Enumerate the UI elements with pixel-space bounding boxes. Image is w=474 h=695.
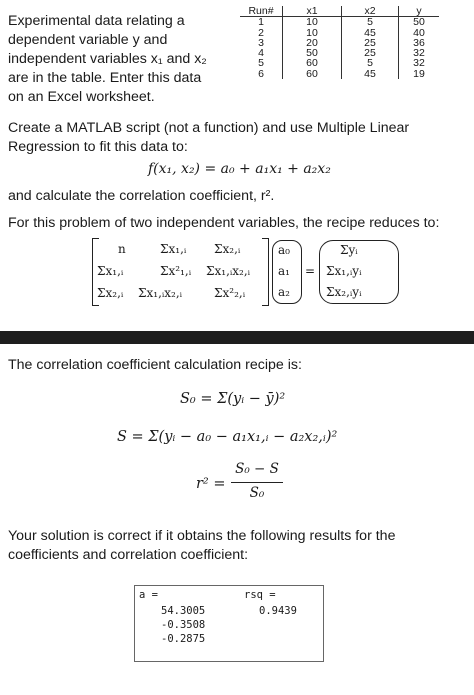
fraction-bar xyxy=(231,482,283,483)
intro-line-3: independent variables x₁ and x₂ xyxy=(8,51,207,67)
a-value-1: -0.3508 xyxy=(161,619,206,631)
solution-line-2: coefficients and correlation coefficient: xyxy=(8,547,249,563)
right-bracket xyxy=(262,238,269,306)
matrix-cell: Σx₁,ᵢx₂,ᵢ xyxy=(138,286,183,300)
a-value-2: -0.2875 xyxy=(161,633,206,645)
rsq-label: rsq = xyxy=(244,589,276,601)
table-cell: 45 xyxy=(342,28,399,38)
table-header: x2 xyxy=(342,6,399,17)
matrix-cell: Σx²₁,ᵢ xyxy=(160,264,192,278)
table-cell: 32 xyxy=(399,58,440,68)
intro-line-1: Experimental data relating a xyxy=(8,13,185,29)
matlab-output-box xyxy=(134,585,324,662)
r2-denominator: S₀ xyxy=(249,485,265,501)
table-header: y xyxy=(399,6,440,17)
section-divider xyxy=(0,331,474,344)
table-cell: 5 xyxy=(342,17,399,28)
table-cell: 50 xyxy=(283,48,342,58)
table-cell: 32 xyxy=(399,48,440,58)
table-cell: 20 xyxy=(283,38,342,48)
intro-line-4: are in the table. Enter this data xyxy=(8,70,202,86)
solution-text xyxy=(8,527,395,565)
task-line-3: and calculate the correlation coefficient, r². xyxy=(8,188,275,204)
table-header: x1 xyxy=(283,6,342,17)
intro-text xyxy=(8,12,207,107)
table-cell: 4 xyxy=(258,47,264,60)
table-cell: 5 xyxy=(342,58,399,68)
table-cell: 25 xyxy=(342,48,399,58)
table-cell: 19 xyxy=(399,69,440,79)
table-cell: 36 xyxy=(399,38,440,48)
s-equation: S = Σ(yᵢ − a₀ − a₁x₁,ᵢ − a₂x₂,ᵢ)² xyxy=(117,429,338,445)
matrix-cell: Σx₁,ᵢ xyxy=(160,242,187,256)
task-line-1: Create a MATLAB script (not a function) and use Multiple Linear xyxy=(8,120,410,136)
table-cell: 60 xyxy=(283,69,342,79)
recipe-intro: For this problem of two independent variables, the recipe reduces to: xyxy=(8,215,440,231)
table-cell: 6 xyxy=(258,67,264,80)
table-cell: 60 xyxy=(283,58,342,68)
rhs-cell: Σyᵢ xyxy=(340,243,358,257)
rhs-cell: Σx₂,ᵢyᵢ xyxy=(326,285,362,299)
a-label: a = xyxy=(139,589,158,601)
equals-sign: = xyxy=(305,264,316,278)
matrix-cell: Σx₂,ᵢ xyxy=(214,242,241,256)
table-row xyxy=(240,69,439,79)
rhs-cell: Σx₁,ᵢyᵢ xyxy=(326,264,362,278)
unknown-a1: a₁ xyxy=(278,264,290,278)
matrix-cell: Σx₁,ᵢx₂,ᵢ xyxy=(206,264,251,278)
table-cell: 10 xyxy=(283,17,342,28)
solution-line-1: Your solution is correct if it obtains the following results for the xyxy=(8,528,396,544)
rsq-value: 0.9439 xyxy=(259,605,297,617)
a-value-0: 54.3005 xyxy=(161,605,206,617)
table-cell: 5 xyxy=(258,57,264,70)
table-cell: 45 xyxy=(342,69,399,79)
table-row xyxy=(240,58,439,68)
task-line-2: Regression to fit this data to: xyxy=(8,139,188,155)
table-cell: 25 xyxy=(342,38,399,48)
table-cell: 1 xyxy=(258,16,264,29)
matrix-cell: Σx₁,ᵢ xyxy=(97,264,124,278)
r2-lhs: r² = xyxy=(196,476,226,492)
unknown-a2: a₂ xyxy=(278,285,290,299)
table-header: Run# xyxy=(240,6,283,17)
table-row xyxy=(240,17,439,28)
table-cell: 3 xyxy=(258,36,264,49)
table-row xyxy=(240,28,439,38)
table-cell: 10 xyxy=(283,28,342,38)
task-text xyxy=(8,119,409,157)
intro-line-5: on an Excel worksheet. xyxy=(8,89,155,105)
table-row xyxy=(240,38,439,48)
s0-equation: S₀ = Σ(yᵢ − ȳ)² xyxy=(180,391,286,407)
matrix-cell: Σx²₂,ᵢ xyxy=(214,286,246,300)
matrix-cell: n xyxy=(118,242,126,256)
table-header-row xyxy=(240,6,439,17)
matrix-cell: Σx₂,ᵢ xyxy=(97,286,124,300)
model-equation: f(x₁, x₂) = a₀ + a₁x₁ + a₂x₂ xyxy=(148,161,331,177)
data-table xyxy=(240,6,439,79)
r2-numerator: S₀ − S xyxy=(235,461,279,477)
table-row xyxy=(240,48,439,58)
intro-line-2: dependent variable y and xyxy=(8,32,168,48)
table-cell: 2 xyxy=(258,26,264,39)
table-cell: 40 xyxy=(399,28,440,38)
correlation-intro: The correlation coefficient calculation recipe is: xyxy=(8,357,302,373)
unknown-a0: a₀ xyxy=(278,243,290,257)
table-cell: 50 xyxy=(399,17,440,28)
